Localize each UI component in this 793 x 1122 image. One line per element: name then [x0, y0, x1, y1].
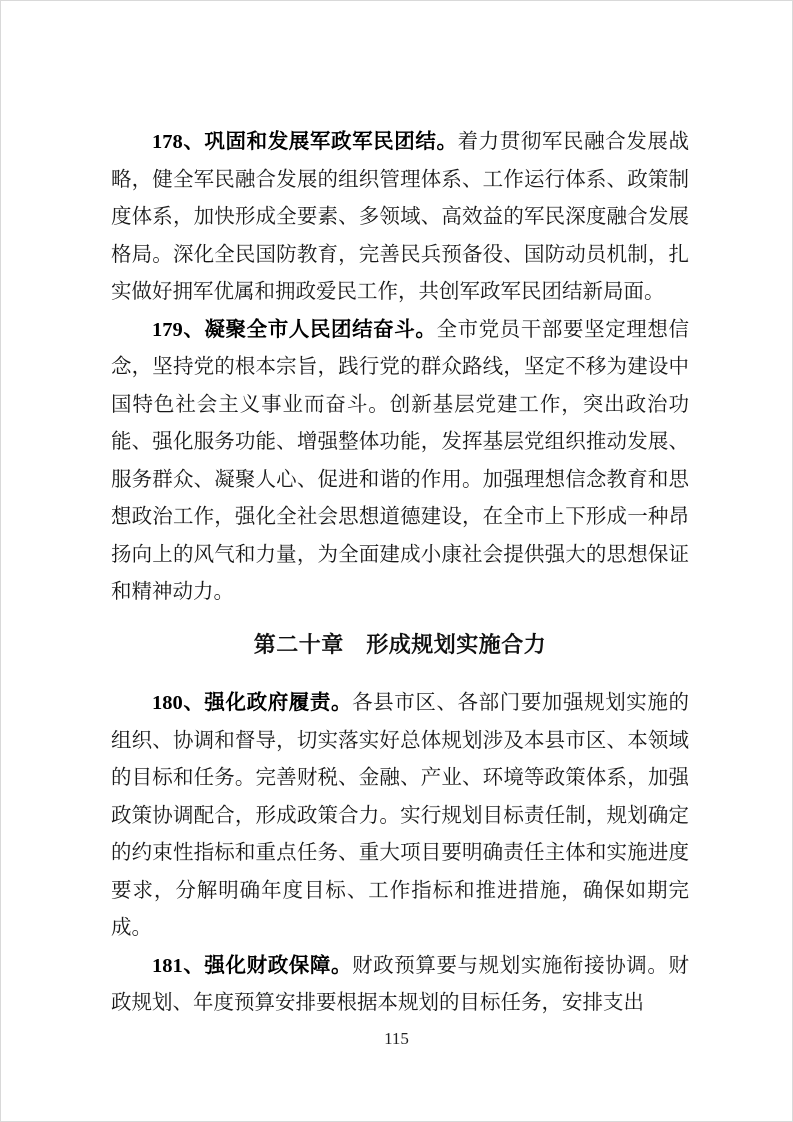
paragraph-180-text: 各县市区、各部门要加强规划实施的组织、协调和督导，切实落实好总体规划涉及本县市区、本领域的目标和任务。完善财税、金融、产业、环境等政策体系，加强政策协调配合，形成政策合力。实行规划目标责任制，规划确定的约束性指标和重点任务、重大项目要明确责任主体和实施进度要求，分解明确年度目标、工作指标和推进措施，确保如期完成。: [111, 692, 689, 939]
paragraph-179-text: 全市党员干部要坚定理想信念，坚持党的根本宗旨，践行党的群众路线，坚定不移为建设中国特色社会主义事业而奋斗。创新基层党建工作，突出政治功能、强化服务功能、增强整体功能，发挥基层党组织推动发展、服务群众、凝聚人心、促进和谐的作用。加强理想信念教育和思想政治工作，强化全社会思想道德建设，在全市上下形成一种昂扬向上的风气和力量，为全面建成小康社会提供强大的思想保证和精神动力。: [111, 318, 689, 603]
paragraph-178: [111, 124, 689, 312]
paragraph-181-lead: 181、强化财政保障。: [152, 954, 353, 977]
paragraph-181: [111, 948, 689, 1023]
paragraph-180-lead: 180、强化政府履责。: [152, 692, 353, 714]
chapter-heading: 第二十章 形成规划实施合力: [253, 631, 547, 657]
paragraph-180: [111, 685, 689, 948]
document-content: [111, 124, 689, 1023]
page-number: 115: [384, 1029, 409, 1048]
paragraph-181-text: 财政预算要与规划实施衔接协调。财政规划、年度预算安排要根据本规划的目标任务，安排支出: [111, 954, 689, 1014]
paragraph-178-lead: 178、巩固和发展军政军民团结。: [152, 131, 458, 153]
paragraph-179-lead: 179、凝聚全市人民团结奋斗。: [152, 318, 437, 341]
paragraph-178-text: 着力贯彻军民融合发展战略，健全军民融合发展的组织管理体系、工作运行体系、政策制度体系，加快形成全要素、多领域、高效益的军民深度融合发展格局。深化全民国防教育，完善民兵预备役、国防动员机制，扎实做好拥军优属和拥政爱民工作，共创军政军民团结新局面。: [111, 131, 689, 303]
paragraph-179: [111, 312, 689, 612]
